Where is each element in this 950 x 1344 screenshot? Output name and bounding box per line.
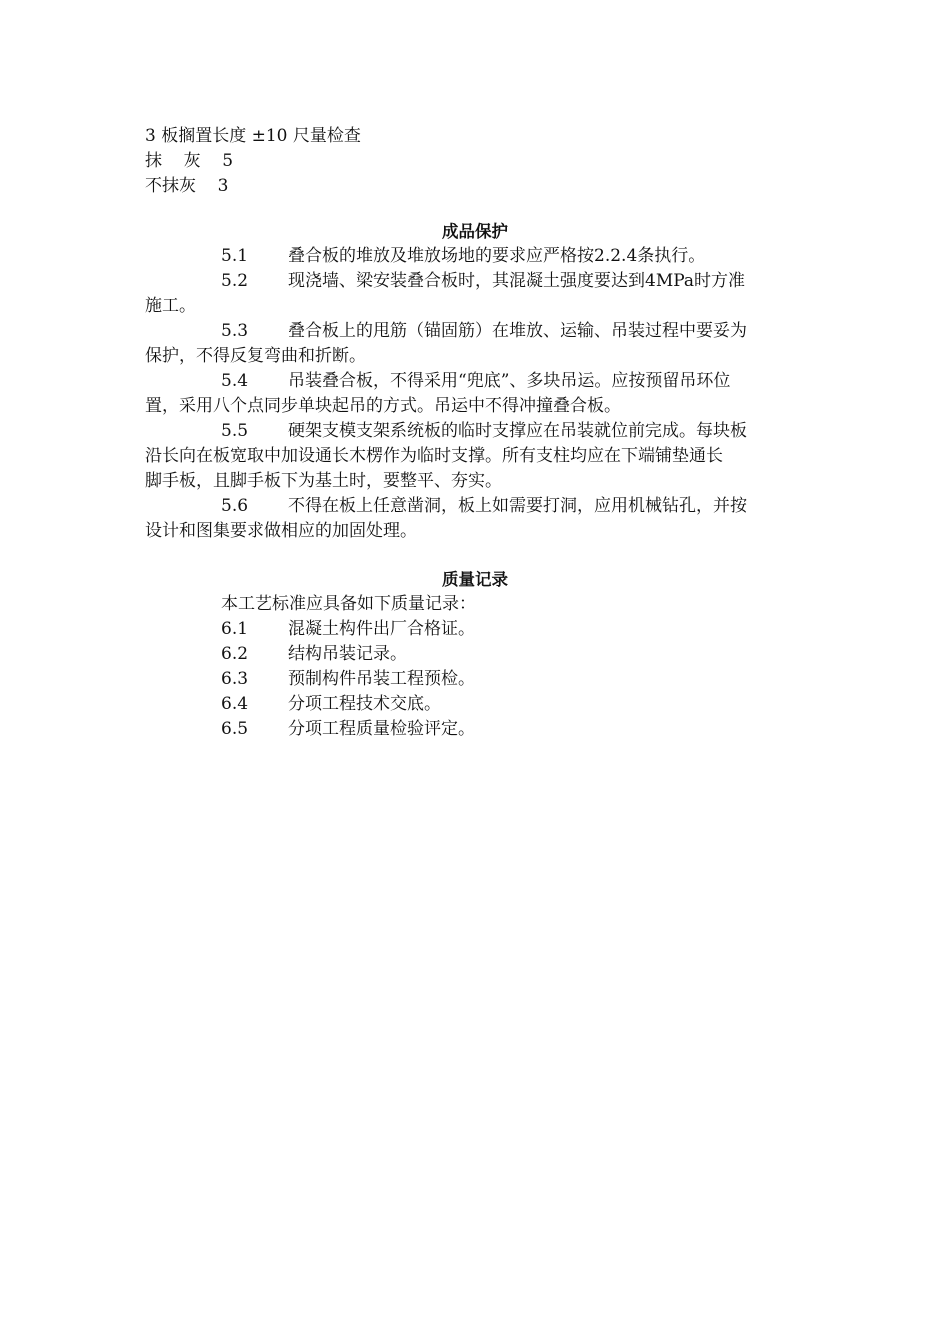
clause-5-3 [145, 319, 805, 369]
clause-5-5 [145, 419, 805, 494]
clause-number: 5.2 [221, 271, 249, 291]
clause-5-4 [145, 369, 805, 419]
section-heading-product-protection: 成品保护 [442, 222, 508, 241]
clause-number: 5.4 [221, 371, 249, 391]
clause-continuation: 脚手板，且脚手板下为基土时，要整平、夯实。 [145, 471, 502, 491]
clause-text: 硬架支模支架系统板的临时支撑应在吊装就位前完成。每块板 [288, 421, 747, 441]
record-number: 6.1 [221, 619, 249, 639]
record-number: 6.2 [221, 644, 249, 664]
clause-continuation: 沿长向在板宽取中加设通长木楞作为临时支撑。所有支柱均应在下端铺垫通长 [145, 446, 723, 466]
record-number: 6.5 [221, 719, 249, 739]
clause-5-2 [145, 269, 805, 319]
document-page [145, 124, 805, 742]
clause-continuation: 施工。 [145, 296, 196, 316]
tolerance-line-1: 3 板搁置长度 ±10 尺量检查 [145, 126, 361, 146]
clause-number: 5.3 [221, 321, 249, 341]
clause-continuation: 保护，不得反复弯曲和折断。 [145, 346, 366, 366]
clause-text: 现浇墙、梁安装叠合板时，其混凝土强度要达到4MPa时方准 [288, 271, 746, 291]
section-6-list [145, 617, 805, 742]
record-item-6-4 [145, 692, 805, 717]
spacer [145, 199, 805, 219]
clause-number: 5.5 [221, 421, 249, 441]
section-heading-quality-records: 质量记录 [442, 570, 508, 589]
tolerance-line-2: 抹 灰 5 [145, 151, 234, 171]
clause-text: 不得在板上任意凿洞，板上如需要打洞，应用机械钻孔，并按 [288, 496, 747, 516]
clause-text: 叠合板上的甩筋（锚固筋）在堆放、运输、吊装过程中要妥为 [288, 321, 747, 341]
clause-continuation: 置，采用八个点同步单块起吊的方式。吊运中不得冲撞叠合板。 [145, 396, 621, 416]
clause-number: 5.1 [221, 246, 249, 266]
record-item-6-1 [145, 617, 805, 642]
clause-5-1 [145, 244, 805, 269]
records-intro: 本工艺标准应具备如下质量记录： [221, 594, 476, 614]
record-text: 结构吊装记录。 [288, 644, 407, 664]
record-item-6-2 [145, 642, 805, 667]
clause-continuation: 设计和图集要求做相应的加固处理。 [145, 521, 417, 541]
record-text: 预制构件吊装工程预检。 [288, 669, 475, 689]
spacer [145, 544, 805, 567]
record-text: 混凝土构件出厂合格证。 [288, 619, 475, 639]
record-item-6-3 [145, 667, 805, 692]
record-number: 6.4 [221, 694, 249, 714]
section-5-list [145, 244, 805, 544]
record-number: 6.3 [221, 669, 249, 689]
record-text: 分项工程技术交底。 [288, 694, 441, 714]
clause-5-6 [145, 494, 805, 544]
clause-text: 吊装叠合板，不得采用“兜底”、多块吊运。应按预留吊环位 [288, 371, 731, 391]
record-text: 分项工程质量检验评定。 [288, 719, 475, 739]
tolerance-line-3: 不抹灰 3 [145, 176, 229, 196]
record-item-6-5 [145, 717, 805, 742]
clause-number: 5.6 [221, 496, 249, 516]
clause-text: 叠合板的堆放及堆放场地的要求应严格按2.2.4条执行。 [288, 246, 706, 266]
